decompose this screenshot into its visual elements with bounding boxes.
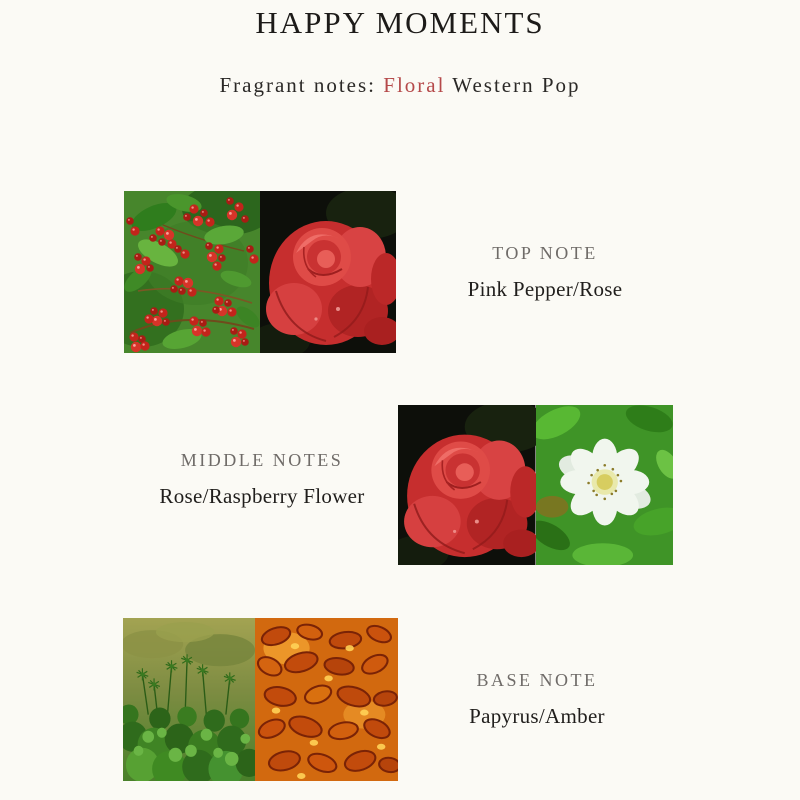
top-note-text [415, 243, 675, 302]
top-note-value: Pink Pepper/Rose [467, 277, 623, 301]
papyrus-moss-photo [123, 618, 255, 781]
top-note-image [124, 191, 396, 353]
amber-stones-photo [255, 618, 398, 781]
base-note-label: BASE NOTE [476, 670, 598, 690]
red-rose-photo [398, 405, 536, 565]
page-title: HAPPY MOMENTS [255, 5, 545, 40]
middle-notes-image [398, 405, 673, 565]
base-note-image [123, 618, 398, 781]
red-rose-photo [260, 191, 396, 353]
fragrant-notes-line [0, 73, 800, 98]
fragrant-notes-highlight: Floral [383, 73, 446, 97]
middle-notes-text [132, 450, 392, 509]
middle-notes-value: Rose/Raspberry Flower [159, 484, 365, 508]
base-note-text [407, 670, 667, 729]
white-raspberry-flower-photo [536, 405, 674, 565]
base-note-value: Papyrus/Amber [469, 704, 605, 728]
fragrant-notes-prefix: Fragrant notes: [219, 73, 384, 97]
pink-pepper-berries-photo [124, 191, 260, 353]
fragrant-notes-suffix: Western Pop [445, 73, 581, 97]
top-note-label: TOP NOTE [492, 243, 598, 263]
middle-notes-label: MIDDLE NOTES [180, 450, 344, 470]
